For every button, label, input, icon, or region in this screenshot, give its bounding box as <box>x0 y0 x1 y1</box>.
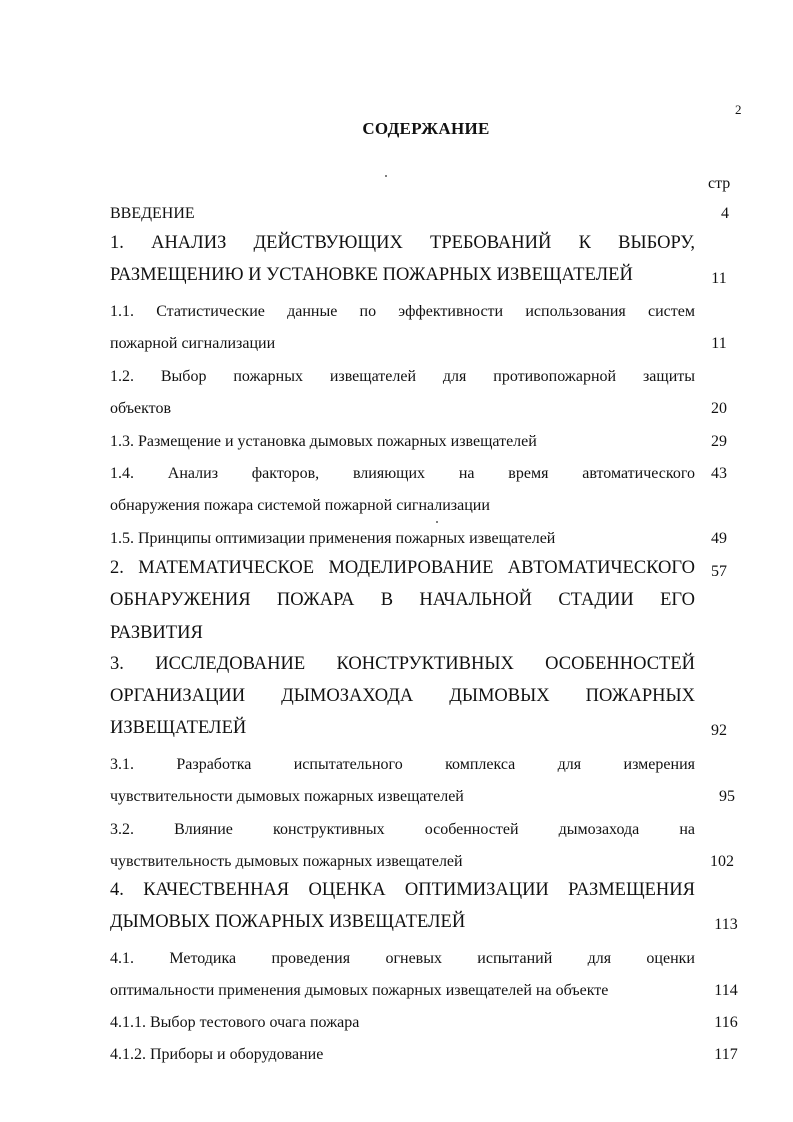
toc-entry-page: 102 <box>710 853 734 870</box>
toc-entry-text: 4.1.2. Приборы и оборудование <box>110 1046 324 1063</box>
toc-entry-text: ДЫМОВЫХ ПОЖАРНЫХ ИЗВЕЩАТЕЛЕЙ <box>110 912 466 932</box>
toc-entry-text: объектов <box>110 400 172 417</box>
toc-entry-text: обнаружения пожара системой пожарной сигнализации <box>110 497 490 514</box>
toc-entry-text: 1.2. Выбор пожарных извещателей для противопожарной защиты <box>110 368 695 385</box>
toc-entry-text: 1.1. Статистические данные по эффективности использования систем <box>110 303 695 320</box>
scan-speck <box>436 521 438 523</box>
toc-entry-text: ВВЕДЕНИЕ <box>110 205 195 222</box>
toc-entry-text: 1.3. Размещение и установка дымовых пожарных извещателей <box>110 433 537 450</box>
toc-entry-page: 49 <box>711 530 727 547</box>
toc-entry-page: 57 <box>711 563 727 580</box>
toc-entry-text: ОРГАНИЗАЦИИ ДЫМОЗАХОДА ДЫМОВЫХ ПОЖАРНЫХ <box>110 686 695 706</box>
toc-entry-page: 11 <box>711 335 727 352</box>
page-number: 2 <box>735 102 742 117</box>
page-column-label: стр <box>708 175 731 192</box>
toc-entry-text: чувствительность дымовых пожарных извещателей <box>110 853 463 870</box>
toc-entry-page: 95 <box>719 788 735 805</box>
toc-entry-text: оптимальности применения дымовых пожарных извещателей на объекте <box>110 982 609 999</box>
toc-entry-text: 4. КАЧЕСТВЕННАЯ ОЦЕНКА ОПТИМИЗАЦИИ РАЗМЕЩЕНИЯ <box>110 880 695 900</box>
toc-entry-text: ИЗВЕЩАТЕЛЕЙ <box>110 718 247 738</box>
toc-entry-page: 43 <box>711 465 727 482</box>
toc-entry-text: чувствительности дымовых пожарных извещателей <box>110 788 464 805</box>
toc-entry-text: ОБНАРУЖЕНИЯ ПОЖАРА В НАЧАЛЬНОЙ СТАДИИ ЕГО <box>110 590 695 610</box>
page-title: СОДЕРЖАНИЕ <box>362 119 490 138</box>
toc-entry-text: РАЗМЕЩЕНИЮ И УСТАНОВКЕ ПОЖАРНЫХ ИЗВЕЩАТЕЛЕЙ <box>110 265 633 285</box>
toc-entry-page: 116 <box>714 1014 738 1031</box>
toc-entry-page: 29 <box>711 433 727 450</box>
toc-entry-page: 113 <box>714 916 738 933</box>
toc-entry-text: пожарной сигнализации <box>110 335 276 352</box>
toc-entry-text: 1. АНАЛИЗ ДЕЙСТВУЮЩИХ ТРЕБОВАНИЙ К ВЫБОРУ, <box>110 233 695 253</box>
toc-entry-text: РАЗВИТИЯ <box>110 623 203 643</box>
toc-entry-text: 3. ИССЛЕДОВАНИЕ КОНСТРУКТИВНЫХ ОСОБЕННОСТЕЙ <box>110 654 695 674</box>
toc-entry-text: 1.5. Принципы оптимизации применения пожарных извещателей <box>110 530 556 547</box>
toc-entry-text: 3.1. Разработка испытательного комплекса для измерения <box>110 756 695 773</box>
toc-entry-text: 4.1.1. Выбор тестового очага пожара <box>110 1014 360 1031</box>
toc-entry-text: 1.4. Анализ факторов, влияющих на время автоматического <box>110 465 695 482</box>
toc-entry-page: 4 <box>721 205 729 222</box>
toc-entry-page: 92 <box>711 722 727 739</box>
toc-entry-text: 2. МАТЕМАТИЧЕСКОЕ МОДЕЛИРОВАНИЕ АВТОМАТИЧЕСКОГО <box>110 558 695 578</box>
toc-entry-text: 4.1. Методика проведения огневых испытаний для оценки <box>110 950 695 967</box>
scan-speck <box>385 175 387 177</box>
toc-entry-page: 114 <box>714 982 738 999</box>
toc-entry-page: 117 <box>714 1046 738 1063</box>
toc-entry-page: 20 <box>711 400 727 417</box>
toc-entry-page: 11 <box>711 270 727 287</box>
toc-entry-text: 3.2. Влияние конструктивных особенностей дымозахода на <box>110 821 695 838</box>
